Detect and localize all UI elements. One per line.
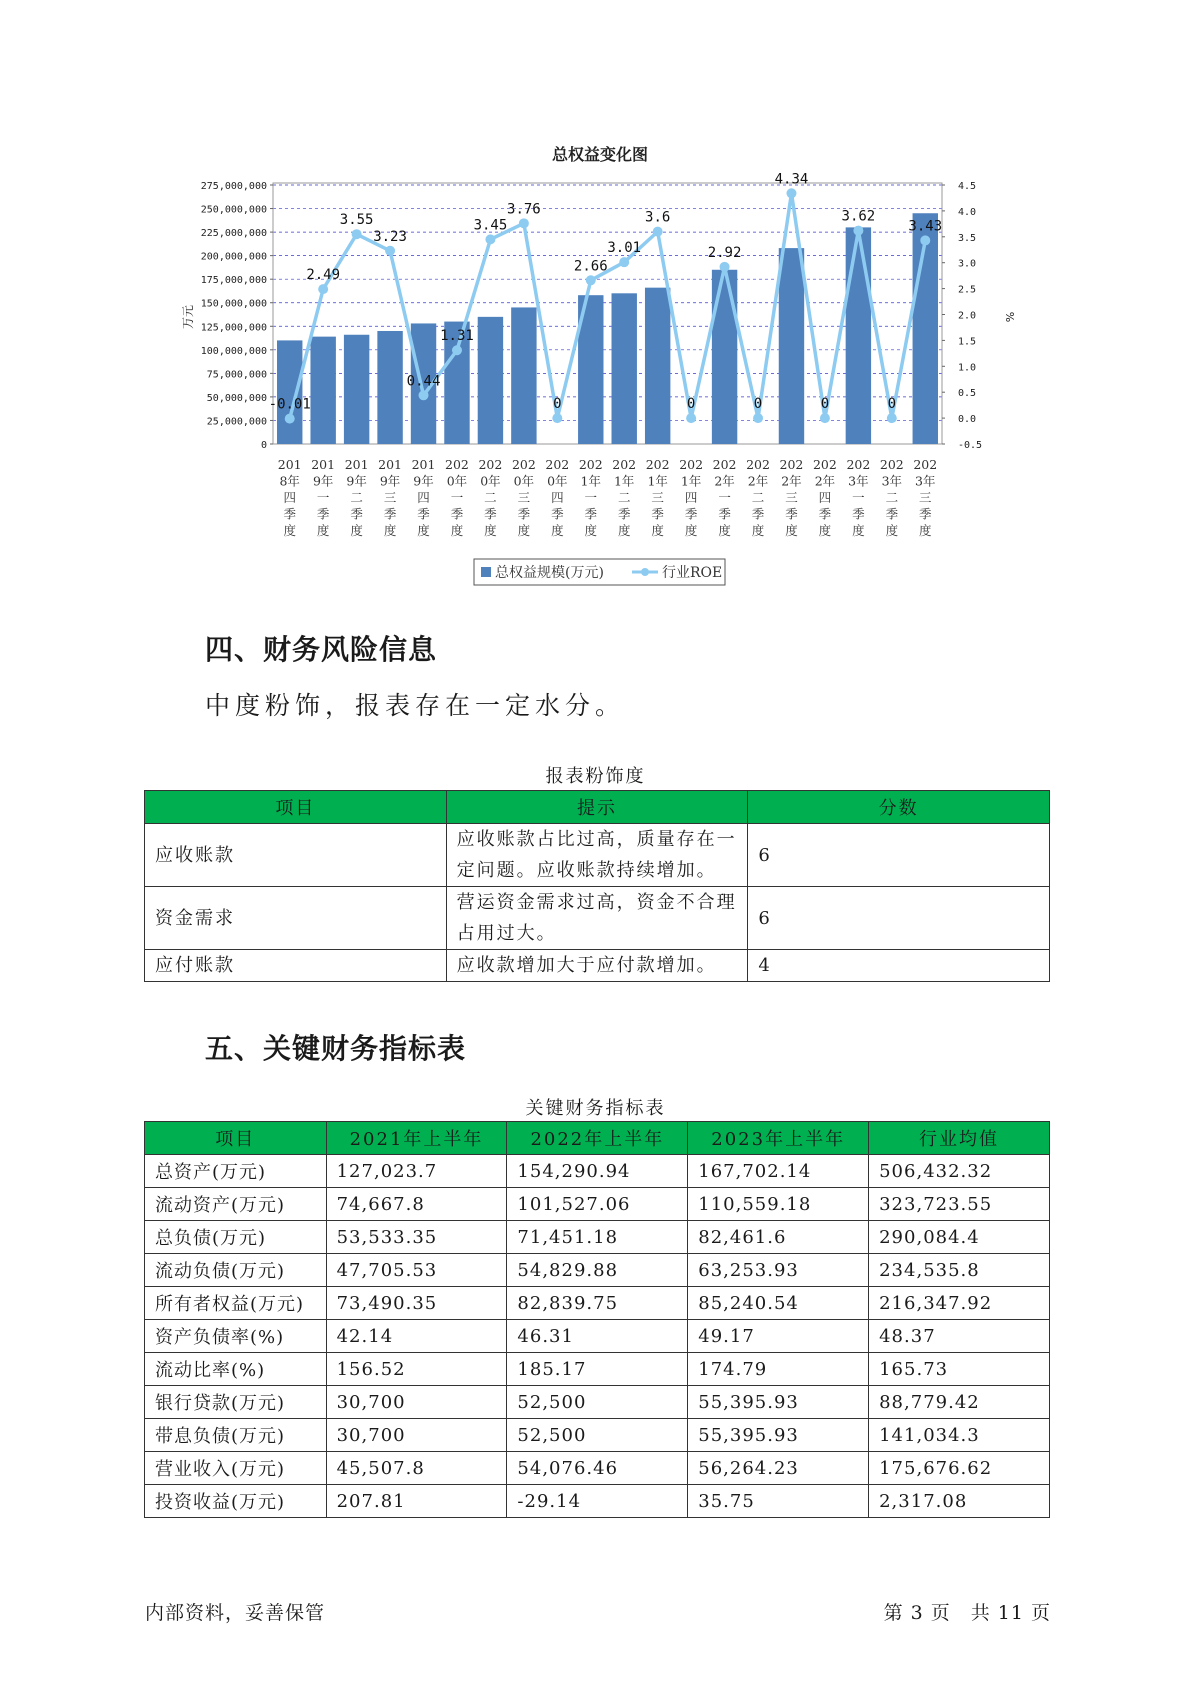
header-cell-item: 项目 [145, 791, 447, 824]
header-cell-score: 分数 [748, 791, 1050, 824]
kpi-value: 156.52 [326, 1353, 507, 1386]
x-tick-label: 202 1年一季度 [578, 457, 603, 538]
bar-total-equity [478, 317, 503, 444]
risk-table-caption: 报表粉饰度 [545, 766, 646, 787]
kpi-value: 46.31 [507, 1320, 688, 1353]
legend-bar-label: 总权益规模(万元) [495, 565, 604, 581]
header-cell-item: 项目 [145, 1122, 327, 1155]
y-right-tick-label: 0.0 [958, 414, 977, 426]
x-tick-label: 201 8年四季度 [277, 457, 302, 538]
table-row [145, 950, 1050, 982]
bar-total-equity [712, 270, 737, 444]
kpi-table [144, 1121, 1050, 1518]
equity-chart [0, 0, 1191, 600]
kpi-table-header-row [145, 1122, 1050, 1155]
table-row [145, 887, 1050, 950]
kpi-value: 323,723.55 [869, 1188, 1050, 1221]
roe-data-label: -0.01 [268, 396, 311, 413]
kpi-value: -29.14 [507, 1485, 688, 1518]
kpi-value: 506,432.32 [869, 1155, 1050, 1188]
roe-data-label: 1.31 [440, 328, 474, 345]
kpi-value: 185.17 [507, 1353, 688, 1386]
y-left-tick-label: 25,000,000 [206, 416, 267, 428]
kpi-value: 63,253.93 [688, 1254, 869, 1287]
y-right-tick-label: 2.5 [958, 284, 977, 296]
x-tick-label: 202 1年三季度 [645, 457, 670, 538]
roe-point [452, 345, 462, 355]
y-axis-left-label: 万元 [181, 304, 195, 330]
y-axis-right-label: % [1003, 311, 1016, 323]
roe-data-label: 0 [553, 396, 562, 413]
roe-point [887, 413, 897, 423]
kpi-value: 101,527.06 [507, 1188, 688, 1221]
x-tick-label: 202 0年一季度 [445, 457, 469, 538]
risk-score: 6 [748, 887, 1050, 950]
y-left-tick-label: 125,000,000 [200, 322, 267, 334]
risk-hint: 营运资金需求过高，资金不合理占用过大。 [446, 887, 748, 950]
y-left-tick-label: 0 [260, 440, 267, 451]
roe-data-label: 3.76 [507, 201, 541, 218]
kpi-item: 带息负债(万元) [145, 1419, 327, 1452]
table-row [145, 1320, 1050, 1353]
y-left-tick-label: 175,000,000 [200, 275, 267, 287]
footer-page-number: 第 3 页 共 11 页 [883, 1602, 1051, 1624]
table-row [145, 824, 1050, 887]
roe-data-label: 2.49 [306, 267, 341, 284]
x-tick-label: 201 9年二季度 [344, 457, 369, 538]
x-tick-label: 202 0年三季度 [511, 457, 536, 538]
kpi-table-caption: 关键财务指标表 [525, 1098, 666, 1119]
kpi-value: 167,702.14 [688, 1155, 869, 1188]
kpi-value: 175,676.62 [869, 1452, 1050, 1485]
table-row [145, 1452, 1050, 1485]
kpi-value: 30,700 [326, 1386, 507, 1419]
kpi-value: 110,559.18 [688, 1188, 869, 1221]
roe-data-label: 0 [887, 396, 897, 413]
risk-table-header-row [145, 791, 1050, 824]
y-right-tick-label: -0.5 [958, 440, 983, 451]
x-tick-label: 201 9年三季度 [378, 457, 403, 538]
roe-data-label: 0 [753, 396, 763, 413]
x-tick-label: 202 0年二季度 [478, 457, 503, 538]
table-row [145, 1386, 1050, 1419]
kpi-value: 2,317.08 [869, 1485, 1050, 1518]
kpi-value: 53,533.35 [326, 1221, 507, 1254]
kpi-item: 流动资产(万元) [145, 1188, 327, 1221]
section-heading-financial-risk: 四、财务风险信息 [205, 633, 438, 666]
kpi-value: 30,700 [326, 1419, 507, 1452]
x-tick-label: 202 1年四季度 [679, 457, 704, 538]
kpi-value: 88,779.42 [869, 1386, 1050, 1419]
roe-point [352, 229, 362, 239]
roe-data-label: 3.01 [607, 240, 642, 257]
bar-total-equity [846, 227, 871, 444]
kpi-value: 52,500 [507, 1419, 688, 1452]
roe-point [519, 218, 529, 228]
kpi-value: 54,829.88 [507, 1254, 688, 1287]
roe-data-label: 0 [820, 396, 830, 413]
roe-point [419, 390, 429, 400]
y-left-tick-label: 150,000,000 [200, 298, 267, 310]
x-tick-label: 202 1年二季度 [612, 457, 637, 538]
kpi-item: 总资产(万元) [145, 1155, 327, 1188]
roe-data-label: 3.55 [339, 212, 374, 229]
kpi-value: 52,500 [507, 1386, 688, 1419]
roe-point [720, 262, 730, 272]
risk-item: 资金需求 [145, 887, 447, 950]
risk-hint: 应收账款占比过高，质量存在一定问题。应收账款持续增加。 [446, 824, 748, 887]
kpi-value: 74,667.8 [326, 1188, 507, 1221]
kpi-value: 127,023.7 [326, 1155, 507, 1188]
kpi-value: 42.14 [326, 1320, 507, 1353]
y-left-tick-label: 250,000,000 [200, 204, 267, 216]
y-right-tick-label: 3.0 [958, 258, 977, 270]
kpi-item: 资产负债率(%) [145, 1320, 327, 1353]
risk-item: 应收账款 [145, 824, 447, 887]
bar-total-equity [779, 248, 804, 444]
roe-point [686, 413, 696, 423]
risk-summary-text: 中度粉饰，报表存在一定水分。 [205, 691, 626, 720]
kpi-value: 234,535.8 [869, 1254, 1050, 1287]
header-cell-2023h1: 2023年上半年 [688, 1122, 869, 1155]
kpi-value: 82,839.75 [507, 1287, 688, 1320]
y-right-tick-label: 3.5 [958, 232, 977, 244]
kpi-item: 流动负债(万元) [145, 1254, 327, 1287]
y-right-tick-label: 2.0 [958, 310, 977, 322]
roe-point [920, 235, 930, 245]
roe-point [586, 275, 596, 285]
kpi-value: 174.79 [688, 1353, 869, 1386]
kpi-value: 48.37 [869, 1320, 1050, 1353]
kpi-value: 49.17 [688, 1320, 869, 1353]
roe-data-label: 3.62 [841, 208, 876, 225]
roe-point [619, 257, 629, 267]
section-heading-key-indicators: 五、关键财务指标表 [205, 1032, 467, 1065]
y-left-tick-label: 50,000,000 [206, 392, 267, 404]
kpi-value: 82,461.6 [688, 1221, 869, 1254]
kpi-value: 154,290.94 [507, 1155, 688, 1188]
kpi-value: 290,084.4 [869, 1221, 1050, 1254]
x-tick-label: 202 3年一季度 [846, 457, 871, 538]
header-cell-industry-avg: 行业均值 [869, 1122, 1050, 1155]
kpi-item: 投资收益(万元) [145, 1485, 327, 1518]
kpi-value: 165.73 [869, 1353, 1050, 1386]
y-right-tick-label: 4.5 [958, 181, 977, 192]
kpi-item: 营业收入(万元) [145, 1452, 327, 1485]
header-cell-hint: 提示 [446, 791, 748, 824]
risk-table [144, 790, 1050, 982]
table-row [145, 1353, 1050, 1386]
roe-data-label: 0.44 [406, 373, 441, 390]
roe-point [285, 414, 295, 424]
kpi-value: 73,490.35 [326, 1287, 507, 1320]
kpi-value: 45,507.8 [326, 1452, 507, 1485]
roe-data-label: 3.45 [473, 217, 508, 234]
x-tick-label: 202 3年二季度 [879, 457, 904, 538]
x-tick-label: 202 2年四季度 [812, 457, 837, 538]
roe-data-label: 2.92 [707, 244, 742, 261]
kpi-value: 85,240.54 [688, 1287, 869, 1320]
bar-total-equity [612, 293, 637, 444]
bar-total-equity [377, 331, 402, 444]
y-right-tick-label: 1.0 [958, 362, 977, 374]
kpi-value: 47,705.53 [326, 1254, 507, 1287]
roe-data-label: 3.43 [908, 218, 943, 235]
risk-score: 6 [748, 824, 1050, 887]
x-tick-label: 202 2年一季度 [712, 457, 737, 538]
y-left-tick-label: 75,000,000 [206, 369, 267, 381]
kpi-value: 71,451.18 [507, 1221, 688, 1254]
roe-data-label: 3.23 [373, 228, 407, 245]
kpi-value: 55,395.93 [688, 1419, 869, 1452]
kpi-item: 所有者权益(万元) [145, 1287, 327, 1320]
roe-point [653, 227, 663, 237]
roe-point [318, 284, 328, 294]
header-cell-2022h1: 2022年上半年 [507, 1122, 688, 1155]
legend-bar-swatch [481, 567, 491, 577]
bar-total-equity [277, 340, 302, 444]
roe-data-label: 2.66 [573, 258, 608, 275]
legend-line-label: 行业ROE [662, 565, 723, 581]
kpi-value: 54,076.46 [507, 1452, 688, 1485]
roe-point [853, 226, 863, 236]
risk-score: 4 [748, 950, 1050, 982]
roe-point [552, 413, 562, 423]
y-left-tick-label: 100,000,000 [200, 345, 267, 357]
table-row [145, 1485, 1050, 1518]
risk-item: 应付账款 [145, 950, 447, 982]
table-row [145, 1221, 1050, 1254]
footer-confidential-note: 内部资料，妥善保管 [145, 1602, 326, 1624]
kpi-value: 216,347.92 [869, 1287, 1050, 1320]
table-row [145, 1254, 1050, 1287]
kpi-value: 141,034.3 [869, 1419, 1050, 1452]
y-left-tick-label: 225,000,000 [200, 228, 267, 240]
table-row [145, 1155, 1050, 1188]
header-cell-2021h1: 2021年上半年 [326, 1122, 507, 1155]
kpi-item: 流动比率(%) [145, 1353, 327, 1386]
kpi-item: 总负债(万元) [145, 1221, 327, 1254]
bar-total-equity [310, 337, 335, 444]
risk-hint: 应收款增加大于应付款增加。 [446, 950, 748, 982]
chart-title: 总权益变化图 [551, 145, 649, 164]
roe-point [385, 246, 395, 256]
roe-data-label: 3.6 [645, 209, 671, 226]
x-tick-label: 202 0年四季度 [545, 457, 570, 538]
roe-point [820, 413, 830, 423]
table-row [145, 1287, 1050, 1320]
x-tick-label: 202 2年二季度 [746, 457, 770, 538]
kpi-value: 56,264.23 [688, 1452, 869, 1485]
bar-total-equity [344, 335, 369, 444]
bar-total-equity [511, 307, 536, 444]
table-row [145, 1419, 1050, 1452]
kpi-item: 银行贷款(万元) [145, 1386, 327, 1419]
chart-legend [474, 559, 725, 585]
x-tick-label: 202 2年三季度 [779, 457, 804, 538]
legend-line-marker [641, 568, 649, 576]
roe-point [485, 234, 495, 244]
x-tick-label: 202 3年三季度 [913, 457, 938, 538]
roe-data-label: 4.34 [774, 171, 809, 188]
roe-point [786, 188, 796, 198]
bar-total-equity [645, 288, 670, 444]
y-left-tick-label: 275,000,000 [200, 181, 267, 192]
roe-data-label: 0 [686, 396, 696, 413]
x-tick-label: 201 9年一季度 [311, 457, 336, 538]
x-tick-label: 201 9年四季度 [411, 457, 436, 538]
roe-point [753, 413, 763, 423]
kpi-value: 207.81 [326, 1485, 507, 1518]
y-right-tick-label: 0.5 [958, 388, 977, 400]
table-row [145, 1188, 1050, 1221]
kpi-value: 35.75 [688, 1485, 869, 1518]
y-left-tick-label: 200,000,000 [200, 251, 267, 263]
y-right-tick-label: 4.0 [958, 206, 977, 218]
kpi-value: 55,395.93 [688, 1386, 869, 1419]
y-right-tick-label: 1.5 [958, 336, 977, 348]
